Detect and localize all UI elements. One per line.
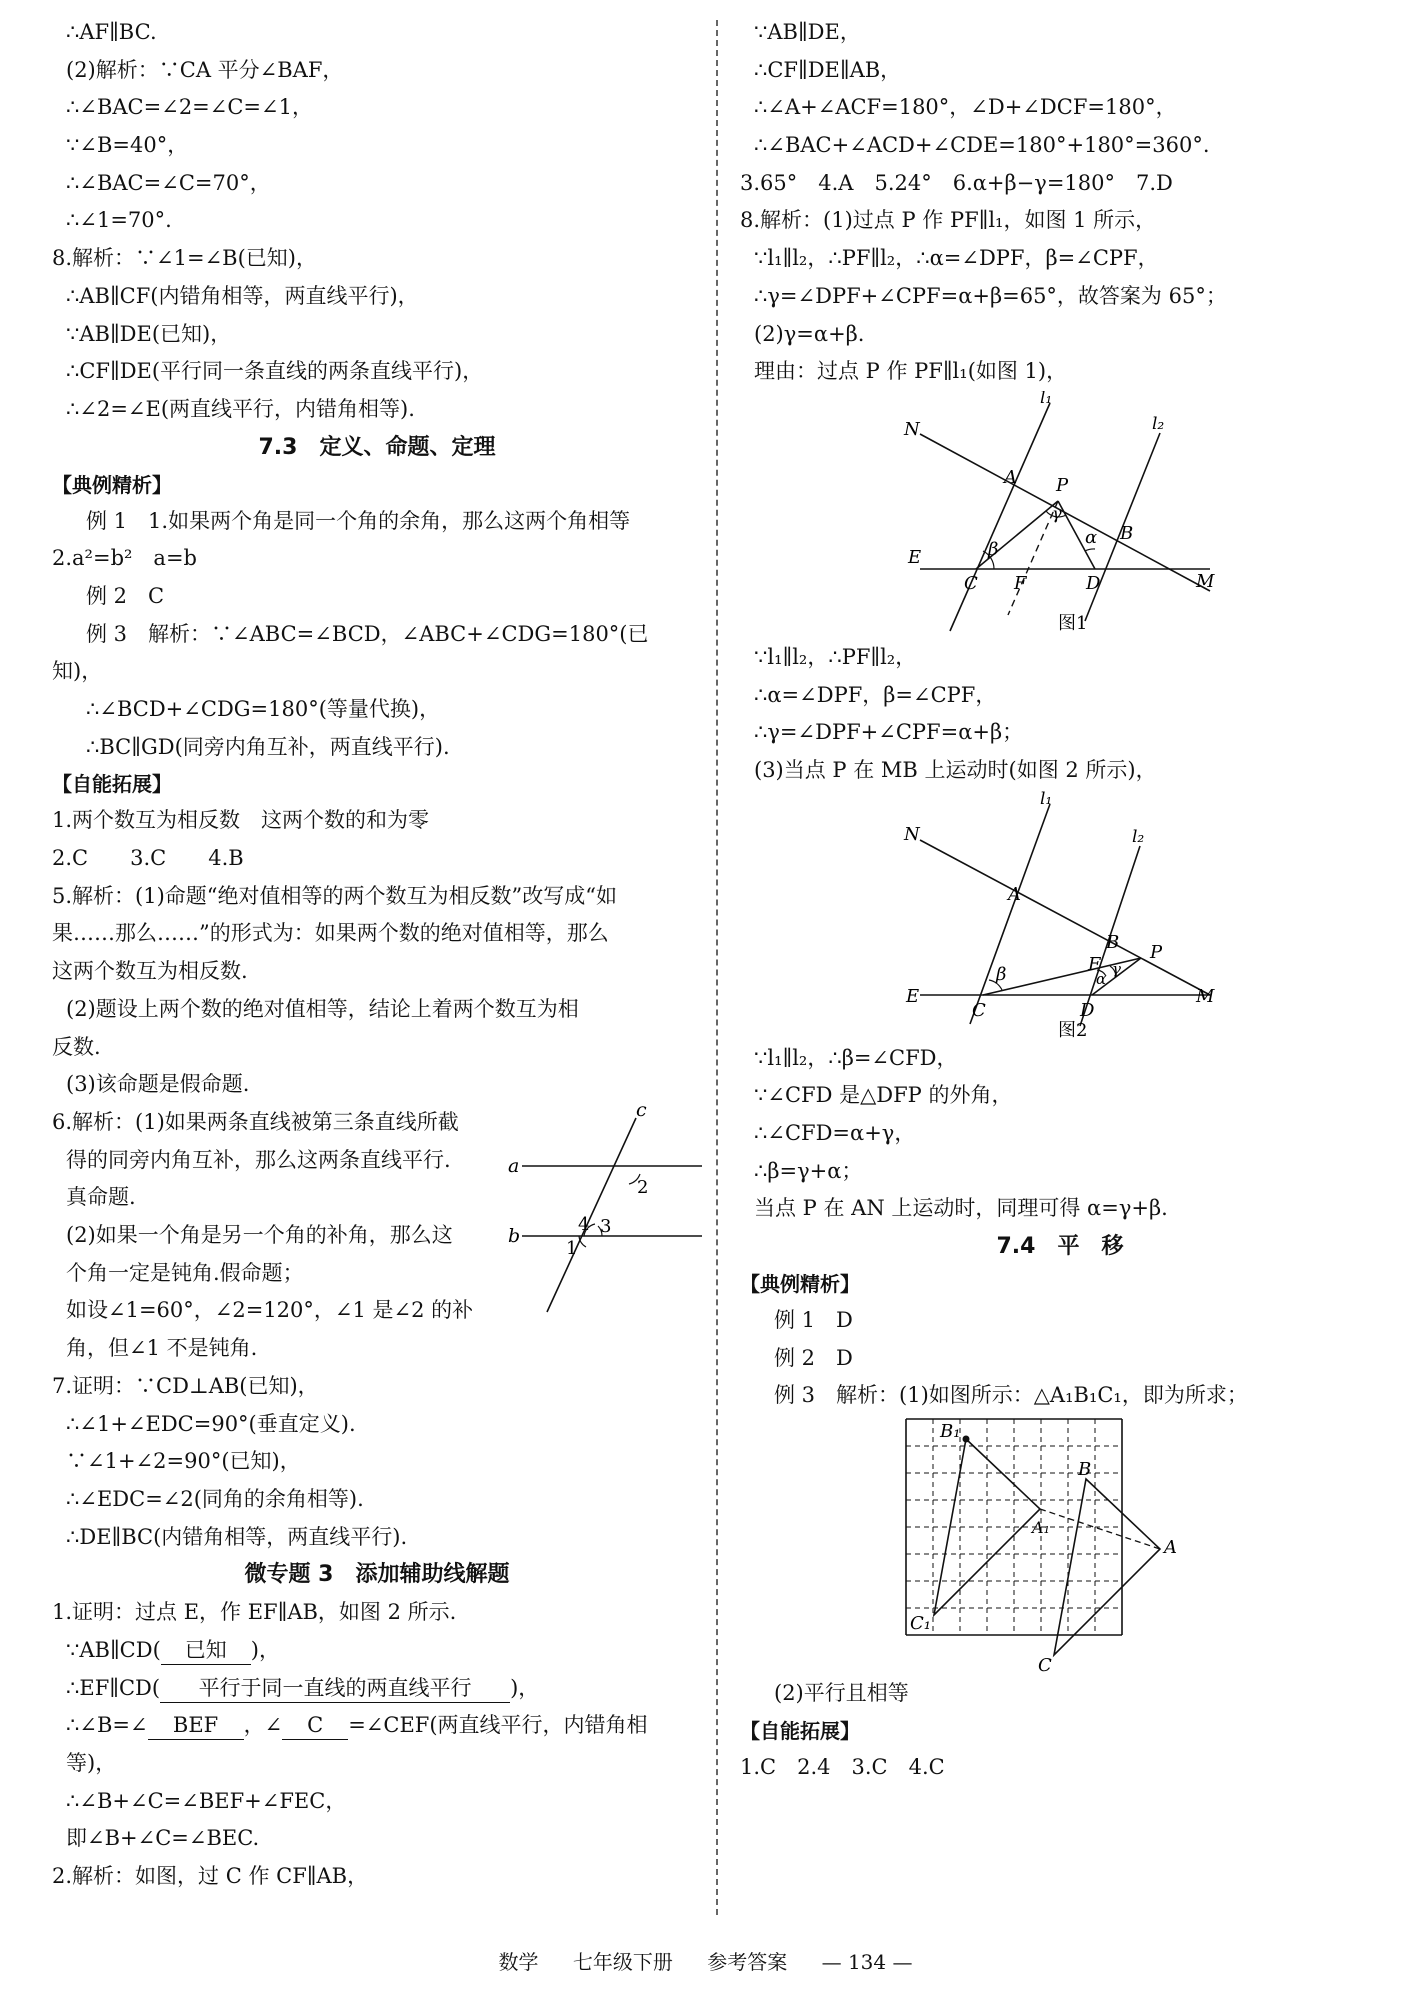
label-gamma: γ bbox=[1052, 503, 1062, 523]
label-beta: β bbox=[988, 538, 999, 560]
text-line: ∵AB∥DE， bbox=[754, 20, 861, 44]
label-l1: l₁ bbox=[1040, 390, 1053, 408]
text-line: ∴CF∥DE∥AB， bbox=[754, 57, 902, 82]
text-line: 例 2 C bbox=[86, 583, 165, 608]
text-line: ∴∠CFD=α+γ， bbox=[754, 1121, 916, 1145]
label-D: D bbox=[1086, 572, 1101, 594]
text-line: ∴DE∥BC(内错角相等，两直线平行). bbox=[66, 1524, 408, 1549]
label-beta: β bbox=[996, 963, 1007, 985]
text-line: 5.解析：(1)命题“绝对值相等的两个数互为相反数”改写成“如 bbox=[52, 883, 617, 908]
dashed-PF bbox=[1008, 501, 1058, 615]
text-line: ∴∠B+∠C=∠BEF+∠FEC， bbox=[66, 1788, 347, 1813]
text-line: ∴CF∥DE(平行同一条直线的两条直线平行)， bbox=[66, 359, 484, 384]
footer-grade: 七年级下册 bbox=[572, 1950, 673, 1974]
text-line: ∵∠1+∠2=90°(已知)， bbox=[66, 1449, 301, 1474]
text-line: 2.解析：如图，过 C 作 CF∥AB， bbox=[52, 1864, 369, 1889]
label-A: A bbox=[1004, 466, 1017, 488]
text-line: 反数. bbox=[52, 1034, 101, 1059]
label-B1: B₁ bbox=[940, 1421, 961, 1443]
label-C: C bbox=[972, 999, 986, 1021]
text-line: ∵∠CFD 是△DFP 的外角， bbox=[754, 1083, 1013, 1108]
figure-2 bbox=[740, 790, 1380, 1040]
text-line: 角，但∠1 不是钝角. bbox=[66, 1336, 258, 1360]
point-B1 bbox=[963, 1436, 970, 1443]
text-line: ∵l₁∥l₂，∴PF∥l₂， bbox=[754, 644, 917, 669]
label-B: B bbox=[1106, 931, 1120, 953]
label-alpha: α bbox=[1096, 969, 1107, 988]
text-line: 例 3 解析：∵∠ABC=∠BCD，∠ABC+∠CDG=180°(已 bbox=[86, 621, 649, 646]
label-P: P bbox=[1056, 474, 1069, 496]
blank-answer: C bbox=[282, 1711, 348, 1740]
blank-answer: 已知 bbox=[161, 1636, 251, 1665]
text-line: (2)解析：∵CA 平分∠BAF， bbox=[66, 57, 344, 82]
text-line: 即∠B+∠C=∠BEC. bbox=[66, 1826, 260, 1851]
text-line: 1.证明：过点 E，作 EF∥AB，如图 2 所示. bbox=[52, 1600, 457, 1625]
label-M: M bbox=[1196, 985, 1215, 1007]
angle-3-label: 3 bbox=[600, 1215, 612, 1237]
label-E: E bbox=[908, 546, 922, 568]
section-title: 微专题 3 添加辅助线解题 bbox=[244, 1562, 510, 1588]
text-line: 如设∠1=60°，∠2=120°，∠1 是∠2 的补 bbox=[66, 1298, 474, 1323]
blank-answer: 平行于同一直线的两直线平行 bbox=[160, 1674, 510, 1703]
text-line: 例 1 D bbox=[774, 1308, 853, 1333]
text-line: 当点 P 在 AN 上运动时，同理可得 α=γ+β. bbox=[754, 1196, 1168, 1221]
text-line: 例 3 解析：(1)如图所示：△A₁B₁C₁，即为所求； bbox=[774, 1383, 1248, 1408]
line-l1 bbox=[950, 403, 1050, 631]
alpha-arc bbox=[1085, 549, 1095, 551]
text-line: (2)平行且相等 bbox=[774, 1681, 909, 1706]
figure-1 bbox=[740, 391, 1380, 639]
text-line: 得的同旁内角互补，那么这两条直线平行. bbox=[66, 1147, 451, 1172]
label-alpha: α bbox=[1085, 526, 1098, 548]
text-line: ∵AB∥DE(已知)， bbox=[66, 321, 232, 346]
section-title: 7.4 平 移 bbox=[996, 1234, 1124, 1260]
left-column bbox=[52, 14, 702, 1896]
fill-in-line: ∴∠B=∠ BEF ，∠ C =∠CEF(两直线平行，内错角相 bbox=[52, 1707, 702, 1745]
label-C: C bbox=[1038, 1655, 1052, 1676]
angle-1-label: 1 bbox=[566, 1237, 578, 1259]
text-line: 8.解析：(1)过点 P 作 PF∥l₁，如图 1 所示， bbox=[740, 208, 1157, 233]
text-line: ∴∠BAC=∠C=70°， bbox=[66, 170, 271, 195]
text-line: ∴∠A+∠ACF=180°，∠D+∠DCF=180°， bbox=[754, 95, 1177, 120]
text-line: 真命题. bbox=[66, 1185, 136, 1210]
label-C1: C₁ bbox=[910, 1613, 931, 1635]
label-A1: A₁ bbox=[1032, 1518, 1050, 1538]
label-l1: l₁ bbox=[1040, 789, 1053, 809]
label-gamma: γ bbox=[1112, 959, 1121, 978]
text-line: 6.解析：(1)如果两条直线被第三条直线所截 bbox=[52, 1109, 459, 1134]
column-divider bbox=[716, 20, 718, 1915]
label-M: M bbox=[1196, 570, 1215, 592]
text-line: 2.C 3.C 4.B bbox=[52, 846, 244, 871]
heading: 【典例精析】 bbox=[52, 472, 172, 497]
section-title: 7.3 定义、命题、定理 bbox=[258, 434, 496, 460]
page-footer bbox=[0, 1946, 1411, 1975]
text-line: (2)如果一个角是另一个角的补角，那么这 bbox=[66, 1222, 453, 1247]
parallel-lines-figure bbox=[502, 1104, 702, 1324]
label-l2: l₂ bbox=[1132, 826, 1145, 847]
label-F: F bbox=[1014, 572, 1027, 594]
fill-in-line: ∵AB∥CD( 已知 )， bbox=[52, 1632, 702, 1670]
right-column bbox=[740, 14, 1380, 1787]
text-line: ∴∠2=∠E(两直线平行，内错角相等). bbox=[66, 396, 415, 421]
text-line: ∴∠1=70°. bbox=[66, 208, 172, 233]
text-line: ∴γ=∠DPF+∠CPF=α+β=65°，故答案为 65°； bbox=[754, 283, 1227, 308]
text-line: ∴AF∥BC. bbox=[66, 20, 157, 44]
text-line: (3)当点 P 在 MB 上运动时(如图 2 所示)， bbox=[754, 757, 1157, 782]
text-line: 1.两个数互为相反数 这两个数的和为零 bbox=[52, 808, 430, 833]
text-line: ∴∠EDC=∠2(同角的余角相等). bbox=[66, 1486, 364, 1511]
dashed-AA1 bbox=[1040, 1509, 1160, 1549]
text-line: 知)， bbox=[52, 659, 103, 684]
text-line: 例 2 D bbox=[774, 1345, 853, 1370]
text-line: ∵l₁∥l₂，∴β=∠CFD， bbox=[754, 1045, 958, 1070]
blank-answer: BEF bbox=[148, 1711, 244, 1740]
angle-2-label: 2 bbox=[637, 1176, 649, 1198]
text-line: ∴∠BCD+∠CDG=180°(等量代换)， bbox=[86, 697, 441, 721]
text-line: ∴β=γ+α； bbox=[754, 1158, 863, 1183]
problem-6-block bbox=[52, 1104, 702, 1368]
label-l2: l₂ bbox=[1152, 413, 1165, 434]
label-c: c bbox=[636, 1103, 647, 1121]
label-B: B bbox=[1078, 1459, 1092, 1481]
text-line: 等)， bbox=[66, 1751, 117, 1776]
text-line: 3.65° 4.A 5.24° 6.α+β−γ=180° 7.D bbox=[740, 170, 1173, 195]
footer-type: 参考答案 bbox=[707, 1950, 788, 1974]
text-line: 1.C 2.4 3.C 4.C bbox=[740, 1754, 945, 1779]
fill-in-line: ∴EF∥CD( 平行于同一直线的两直线平行 )， bbox=[52, 1670, 702, 1708]
label-B: B bbox=[1120, 522, 1134, 544]
text-line: ∴α=∠DPF，β=∠CPF， bbox=[754, 682, 997, 707]
text-line: ∵l₁∥l₂，∴PF∥l₂，∴α=∠DPF，β=∠CPF， bbox=[754, 246, 1159, 271]
text-line: 7.证明：∵CD⊥AB(已知)， bbox=[52, 1373, 319, 1398]
text-line: 8.解析：∵∠1=∠B(已知)， bbox=[52, 246, 318, 271]
text-line: ∴γ=∠DPF+∠CPF=α+β； bbox=[754, 720, 1024, 745]
label-F: F bbox=[1088, 953, 1101, 975]
label-a: a bbox=[508, 1154, 520, 1177]
angle-1-arc bbox=[579, 1236, 586, 1247]
text-line: ∴∠BAC=∠2=∠C=∠1， bbox=[66, 95, 313, 120]
text-line: 果……那么……”的形式为：如果两个数的绝对值相等，那么 bbox=[52, 921, 609, 946]
text-line: 理由：过点 P 作 PF∥l₁(如图 1)， bbox=[754, 359, 1068, 384]
label-P: P bbox=[1150, 941, 1163, 963]
label-N: N bbox=[904, 418, 920, 440]
line-NM bbox=[920, 840, 1210, 995]
figure-caption: 图1 bbox=[1058, 612, 1088, 634]
label-C: C bbox=[964, 572, 978, 594]
text-line: 2.a²=b² a=b bbox=[52, 546, 197, 571]
label-D: D bbox=[1080, 999, 1095, 1021]
text-line: ∴BC∥GD(同旁内角互补，两直线平行). bbox=[86, 734, 450, 759]
line-l1 bbox=[970, 804, 1050, 1024]
text-line: (2)题设上两个数的绝对值相等，结论上着两个数互为相 bbox=[66, 996, 579, 1021]
triangle-ABC bbox=[1054, 1479, 1160, 1655]
text-line: ∴AB∥CF(内错角相等，两直线平行)， bbox=[66, 283, 419, 308]
label-b: b bbox=[508, 1224, 521, 1247]
label-A: A bbox=[1164, 1537, 1177, 1559]
text-line: 例 1 1.如果两个角是同一个角的余角，那么这两个角相等 bbox=[86, 508, 631, 533]
text-line: 这两个数互为相反数. bbox=[52, 959, 248, 984]
label-A: A bbox=[1008, 883, 1021, 905]
text-line: ∴∠BAC+∠ACD+∠CDE=180°+180°=360°. bbox=[754, 133, 1210, 158]
text-line: (3)该命题是假命题. bbox=[66, 1072, 250, 1097]
heading: 【典例精析】 bbox=[740, 1272, 860, 1297]
figure-caption: 图2 bbox=[1058, 1019, 1088, 1040]
text-line: 个角一定是钝角.假命题； bbox=[66, 1260, 304, 1285]
grid bbox=[906, 1419, 1122, 1635]
translation-grid-figure bbox=[740, 1415, 1380, 1675]
heading: 【自能拓展】 bbox=[740, 1718, 860, 1743]
line-c bbox=[547, 1118, 636, 1312]
footer-subject: 数学 bbox=[498, 1950, 539, 1974]
text-line: (2)γ=α+β. bbox=[754, 321, 865, 346]
angle-4-label: 4 bbox=[578, 1213, 590, 1235]
heading: 【自能拓展】 bbox=[52, 772, 172, 797]
text-line: ∵∠B=40°， bbox=[66, 133, 189, 158]
label-E: E bbox=[906, 985, 920, 1007]
label-N: N bbox=[904, 823, 920, 845]
text-line: ∴∠1+∠EDC=90°(垂直定义). bbox=[66, 1411, 356, 1436]
page-number: — 134 — bbox=[821, 1950, 913, 1974]
